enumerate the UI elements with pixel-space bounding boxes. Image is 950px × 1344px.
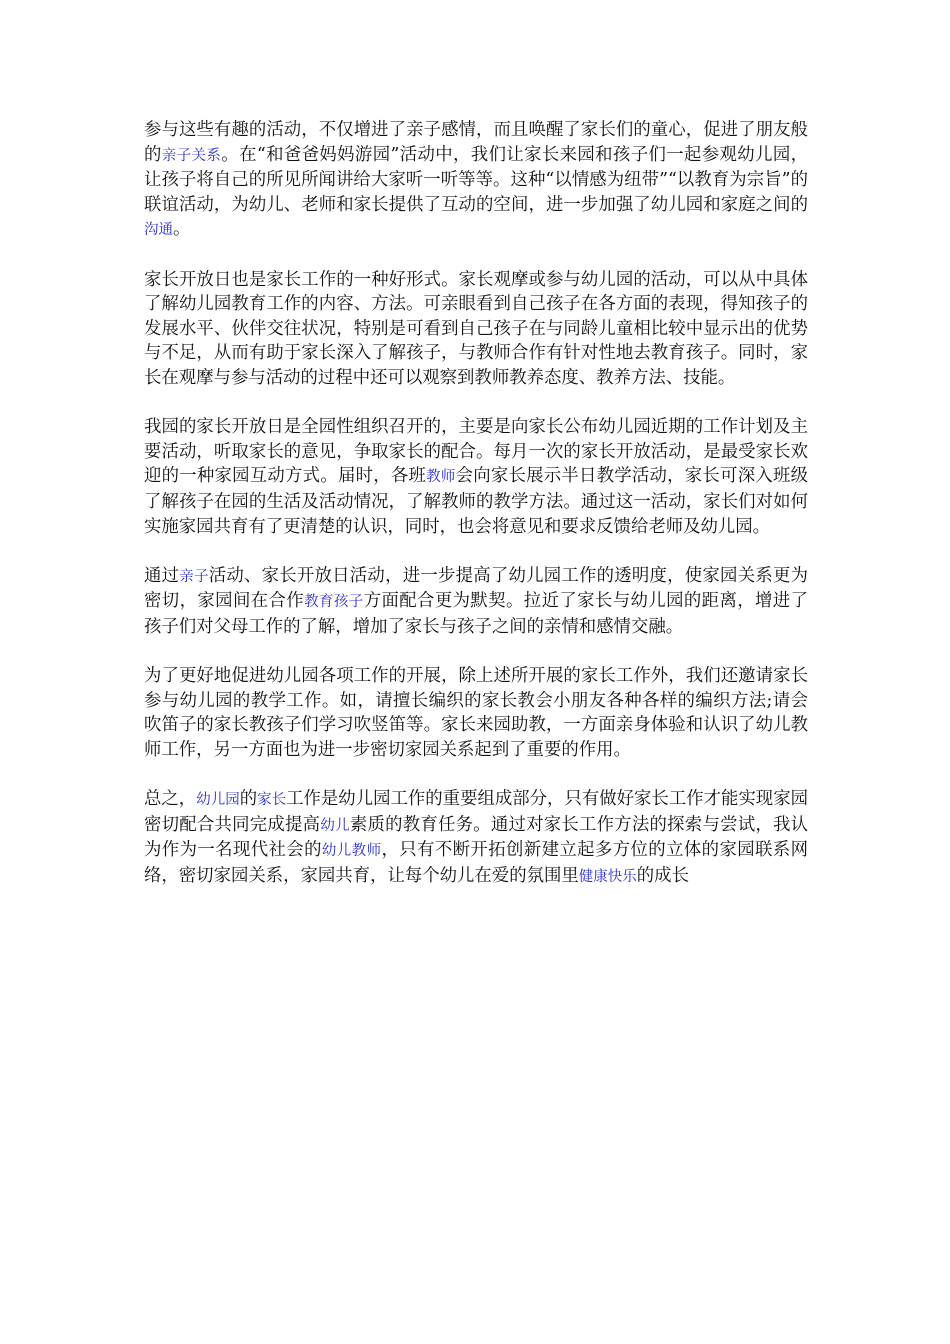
text-segment: 为了更好地促进幼儿园各项工作的开展，除上述所开展的家长工作外，我们还邀请家长参与幼儿园的教学工作。如，请擅长编织的家长教会小朋友各种各样的编织方法;请会吹笛子的家长教孩子们学习吹竖笛等。家长来园助教，一方面亲身体验和认识了幼儿教师工作，另一方面也为进一步密切家园关系起到了重要的作用。 <box>144 666 808 760</box>
text-segment: 工作是幼儿园工作的重要组成部分，只有做好家长工作才能实现家园密切配合共同完成提高 <box>144 789 808 835</box>
text-segment: 总之， <box>144 789 197 810</box>
paragraph-2 <box>144 268 808 391</box>
paragraph-5 <box>144 664 808 762</box>
text-segment: 素质的教育任务。通过对家长工作方法的探索与尝试，我认为作为一名现代社会的 <box>144 814 808 861</box>
text-segment: 我园的家长开放日是全园性组织召开的，主要是向家长公布幼儿园近期的工作计划及主要活动，听取家长的意见，争取家长的配合。每月一次的家长开放活动，是最受家长欢迎的一种家园互动方式。届时，各班 <box>144 417 808 487</box>
link-qinzi-guanxi[interactable]: 亲子关系 <box>161 147 222 164</box>
text-segment: 。 <box>173 219 191 240</box>
link-jiaoyu-haizi[interactable]: 教育孩子 <box>304 594 364 611</box>
link-youer-jiaoshi[interactable]: 幼儿教师 <box>321 843 382 860</box>
document-body <box>144 118 808 914</box>
link-qinzi[interactable]: 亲子 <box>179 568 209 585</box>
text-segment: 的成长 <box>636 865 689 886</box>
link-youer[interactable]: 幼儿 <box>320 817 350 834</box>
text-segment: 会向家长展示半日教学活动，家长可深入班级了解孩子在园的生活及活动情况，了解教师的教学方法。通过这一活动，家长们对如何实施家园共育有了更清楚的认识，同时，也会将意见和要求反馈给老师及幼儿园。 <box>144 466 808 537</box>
text-segment: 方面配合更为默契。拉近了家长与幼儿园的距离，增进了孩子们对父母工作的了解，增加了家长与孩子之间的亲情和感情交融。 <box>144 591 808 637</box>
paragraph-1 <box>144 118 808 243</box>
text-segment: 参与这些有趣的活动，不仅增进了亲子感情，而且唤醒了家长们的童心，促进了朋友般的 <box>144 120 808 165</box>
link-jiankang-kuaile[interactable]: 健康快乐 <box>578 868 637 885</box>
text-segment: 。在“和爸爸妈妈游园”活动中，我们让家长来园和孩子们一起参观幼儿园，让孩子将自己的所见所闻讲给大家听一听等等。这种“以情感为纽带”“以教育为宗旨”的联谊活动，为幼儿、老师和家长提供了互动的空间，进一步加强了幼儿园和家庭之间的 <box>144 144 808 215</box>
text-segment: 家长开放日也是家长工作的一种好形式。家长观摩或参与幼儿园的活动，可以从中具体了解幼儿园教育工作的内容、方法。可亲眼看到自己孩子在各方面的表现，得知孩子的发展水平、伙伴交往状况，特别是可看到自己孩子在与同龄儿童相比较中显示出的优势与不足，从而有助于家长深入了解孩子，与教师合作有针对性地去教育孩子。同时，家长在观摩与参与活动的过程中还可以观察到教师教养态度、教养方法、技能。 <box>144 269 808 388</box>
link-youeryuan[interactable]: 幼儿园 <box>196 792 240 809</box>
link-jiaoshi[interactable]: 教师 <box>426 469 456 486</box>
paragraph-6 <box>144 787 808 889</box>
text-segment: 通过 <box>144 565 180 586</box>
link-jiazhang[interactable]: 家长 <box>257 792 287 809</box>
paragraph-4 <box>144 564 808 640</box>
paragraph-3 <box>144 415 808 539</box>
text-segment: 的 <box>239 789 258 810</box>
link-goutong[interactable]: 沟通 <box>144 222 173 239</box>
text-segment: 活动、家长开放日活动，进一步提高了幼儿园工作的透明度，使家园关系更为密切，家园间在合作 <box>144 565 808 612</box>
text-segment: ，只有不断开拓创新建立起多方位的立体的家园联系网络，密切家园关系，家园共育，让每个幼儿在爱的氛围里 <box>144 840 808 886</box>
